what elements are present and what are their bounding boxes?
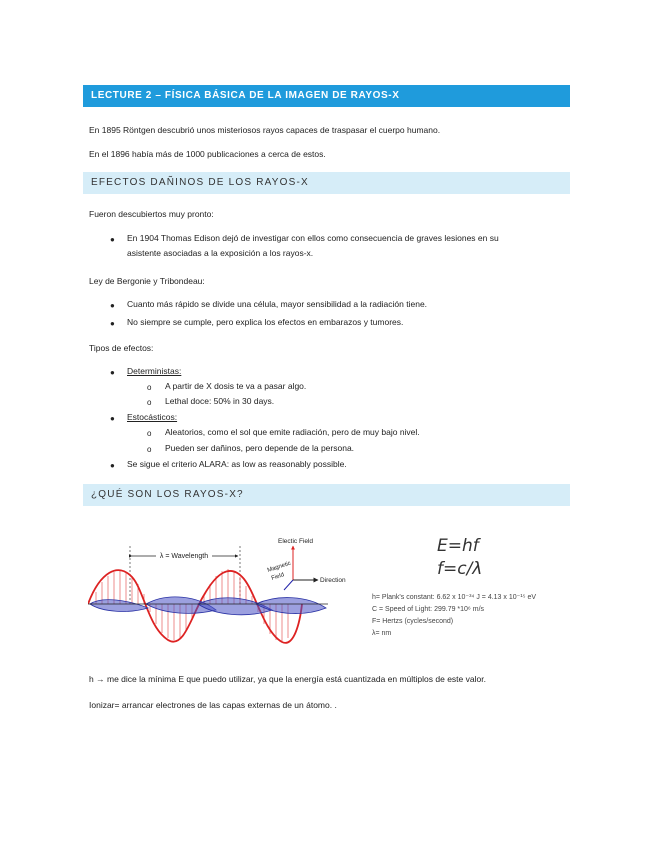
law-item-2: No siempre se cumple, pero explica los efectos en embarazos y tumores. [127, 317, 404, 327]
stochastic-item-1: Aleatorios, como el sol que emite radiación, pero de muy bajo nivel. [165, 427, 420, 437]
xrays-heading: ¿QUÉ SON LOS RAYOS-X? [83, 484, 570, 506]
circle-bullet-icon: o [147, 398, 152, 407]
effects-heading: EFECTOS DAÑINOS DE LOS RAYOS-X [83, 172, 570, 194]
bullet-icon: ● [110, 414, 115, 423]
legend-wavelength: λ= nm [372, 630, 392, 637]
effects-intro: Fueron descubiertos muy pronto: [89, 209, 214, 219]
law-item-1: Cuanto más rápido se divide una célula, mayor sensibilidad a la radiación tiene. [127, 299, 428, 309]
circle-bullet-icon: o [147, 445, 152, 454]
magnetic-label-1: Magnetic [266, 560, 292, 574]
edison-line-2: asistente asociadas a la exposición a los rayos-x. [127, 248, 314, 258]
alara-criterion: Se sigue el criterio ALARA: as low as reasonably possible. [127, 459, 347, 469]
stochastic-item-2: Pueden ser dañinos, pero depende de la persona. [165, 443, 355, 453]
frequency-formula: f=c/λ [437, 559, 483, 579]
magnetic-label-2: Field [270, 572, 285, 582]
magnetic-field-wave [90, 597, 326, 615]
legend-planck: h= Plank's constant: 6.62 x 10⁻³⁴ J = 4.13 x 10⁻¹⁵ eV [372, 594, 537, 601]
stochastic-label: Estocásticos: [127, 412, 178, 422]
circle-bullet-icon: o [147, 429, 152, 438]
intro-paragraph-1: En 1895 Röntgen descubrió unos misteriosos rayos capaces de traspasar el cuerpo humano. [89, 125, 441, 135]
energy-formula: E=hf [437, 536, 479, 556]
bullet-icon: ● [110, 235, 115, 244]
lecture-title: LECTURE 2 – FÍSICA BÁSICA DE LA IMAGEN DE RAYOS-X [83, 85, 570, 107]
types-title: Tipos de efectos: [89, 343, 154, 353]
law-title: Ley de Bergonie y Tribondeau: [89, 276, 205, 286]
bullet-icon: ● [110, 461, 115, 470]
h-note [89, 673, 486, 685]
deterministic-item-2: Lethal doce: 50% in 30 days. [165, 396, 275, 406]
deterministic-item-1: A partir de X dosis te va a pasar algo. [165, 381, 307, 391]
wavelength-label: λ = Wavelength [159, 553, 209, 560]
magnetic-field-axis [284, 580, 293, 590]
h-note-prefix: h [89, 674, 94, 684]
circle-bullet-icon: o [147, 383, 152, 392]
bullet-icon: ● [110, 301, 115, 310]
deterministic-label: Deterministas: [127, 366, 182, 376]
electric-field-label: Electic Field [278, 538, 314, 545]
em-wave-diagram [88, 532, 370, 660]
ionize-definition: Ionizar= arrancar electrones de las capas externas de un átomo. . [89, 700, 337, 710]
h-note-text: me dice la mínima E que puedo utilizar, ya que la energía está cuantizada en múltiplos de este valor. [106, 674, 486, 684]
legend-frequency: F= Hertzs (cycles/second) [372, 618, 454, 625]
arrow-right-icon: → [96, 674, 105, 684]
direction-label: Direction [320, 577, 346, 584]
bullet-icon: ● [110, 319, 115, 328]
bullet-icon: ● [110, 368, 115, 377]
edison-line-1: En 1904 Thomas Edison dejó de investigar con ellos como consecuencia de graves lesiones en su [127, 233, 499, 243]
legend-speed-of-light: C = Speed of Light: 299.79 *10⁶ m/s [372, 606, 485, 613]
intro-paragraph-2: En el 1896 había más de 1000 publicaciones a cerca de estos. [89, 149, 326, 159]
